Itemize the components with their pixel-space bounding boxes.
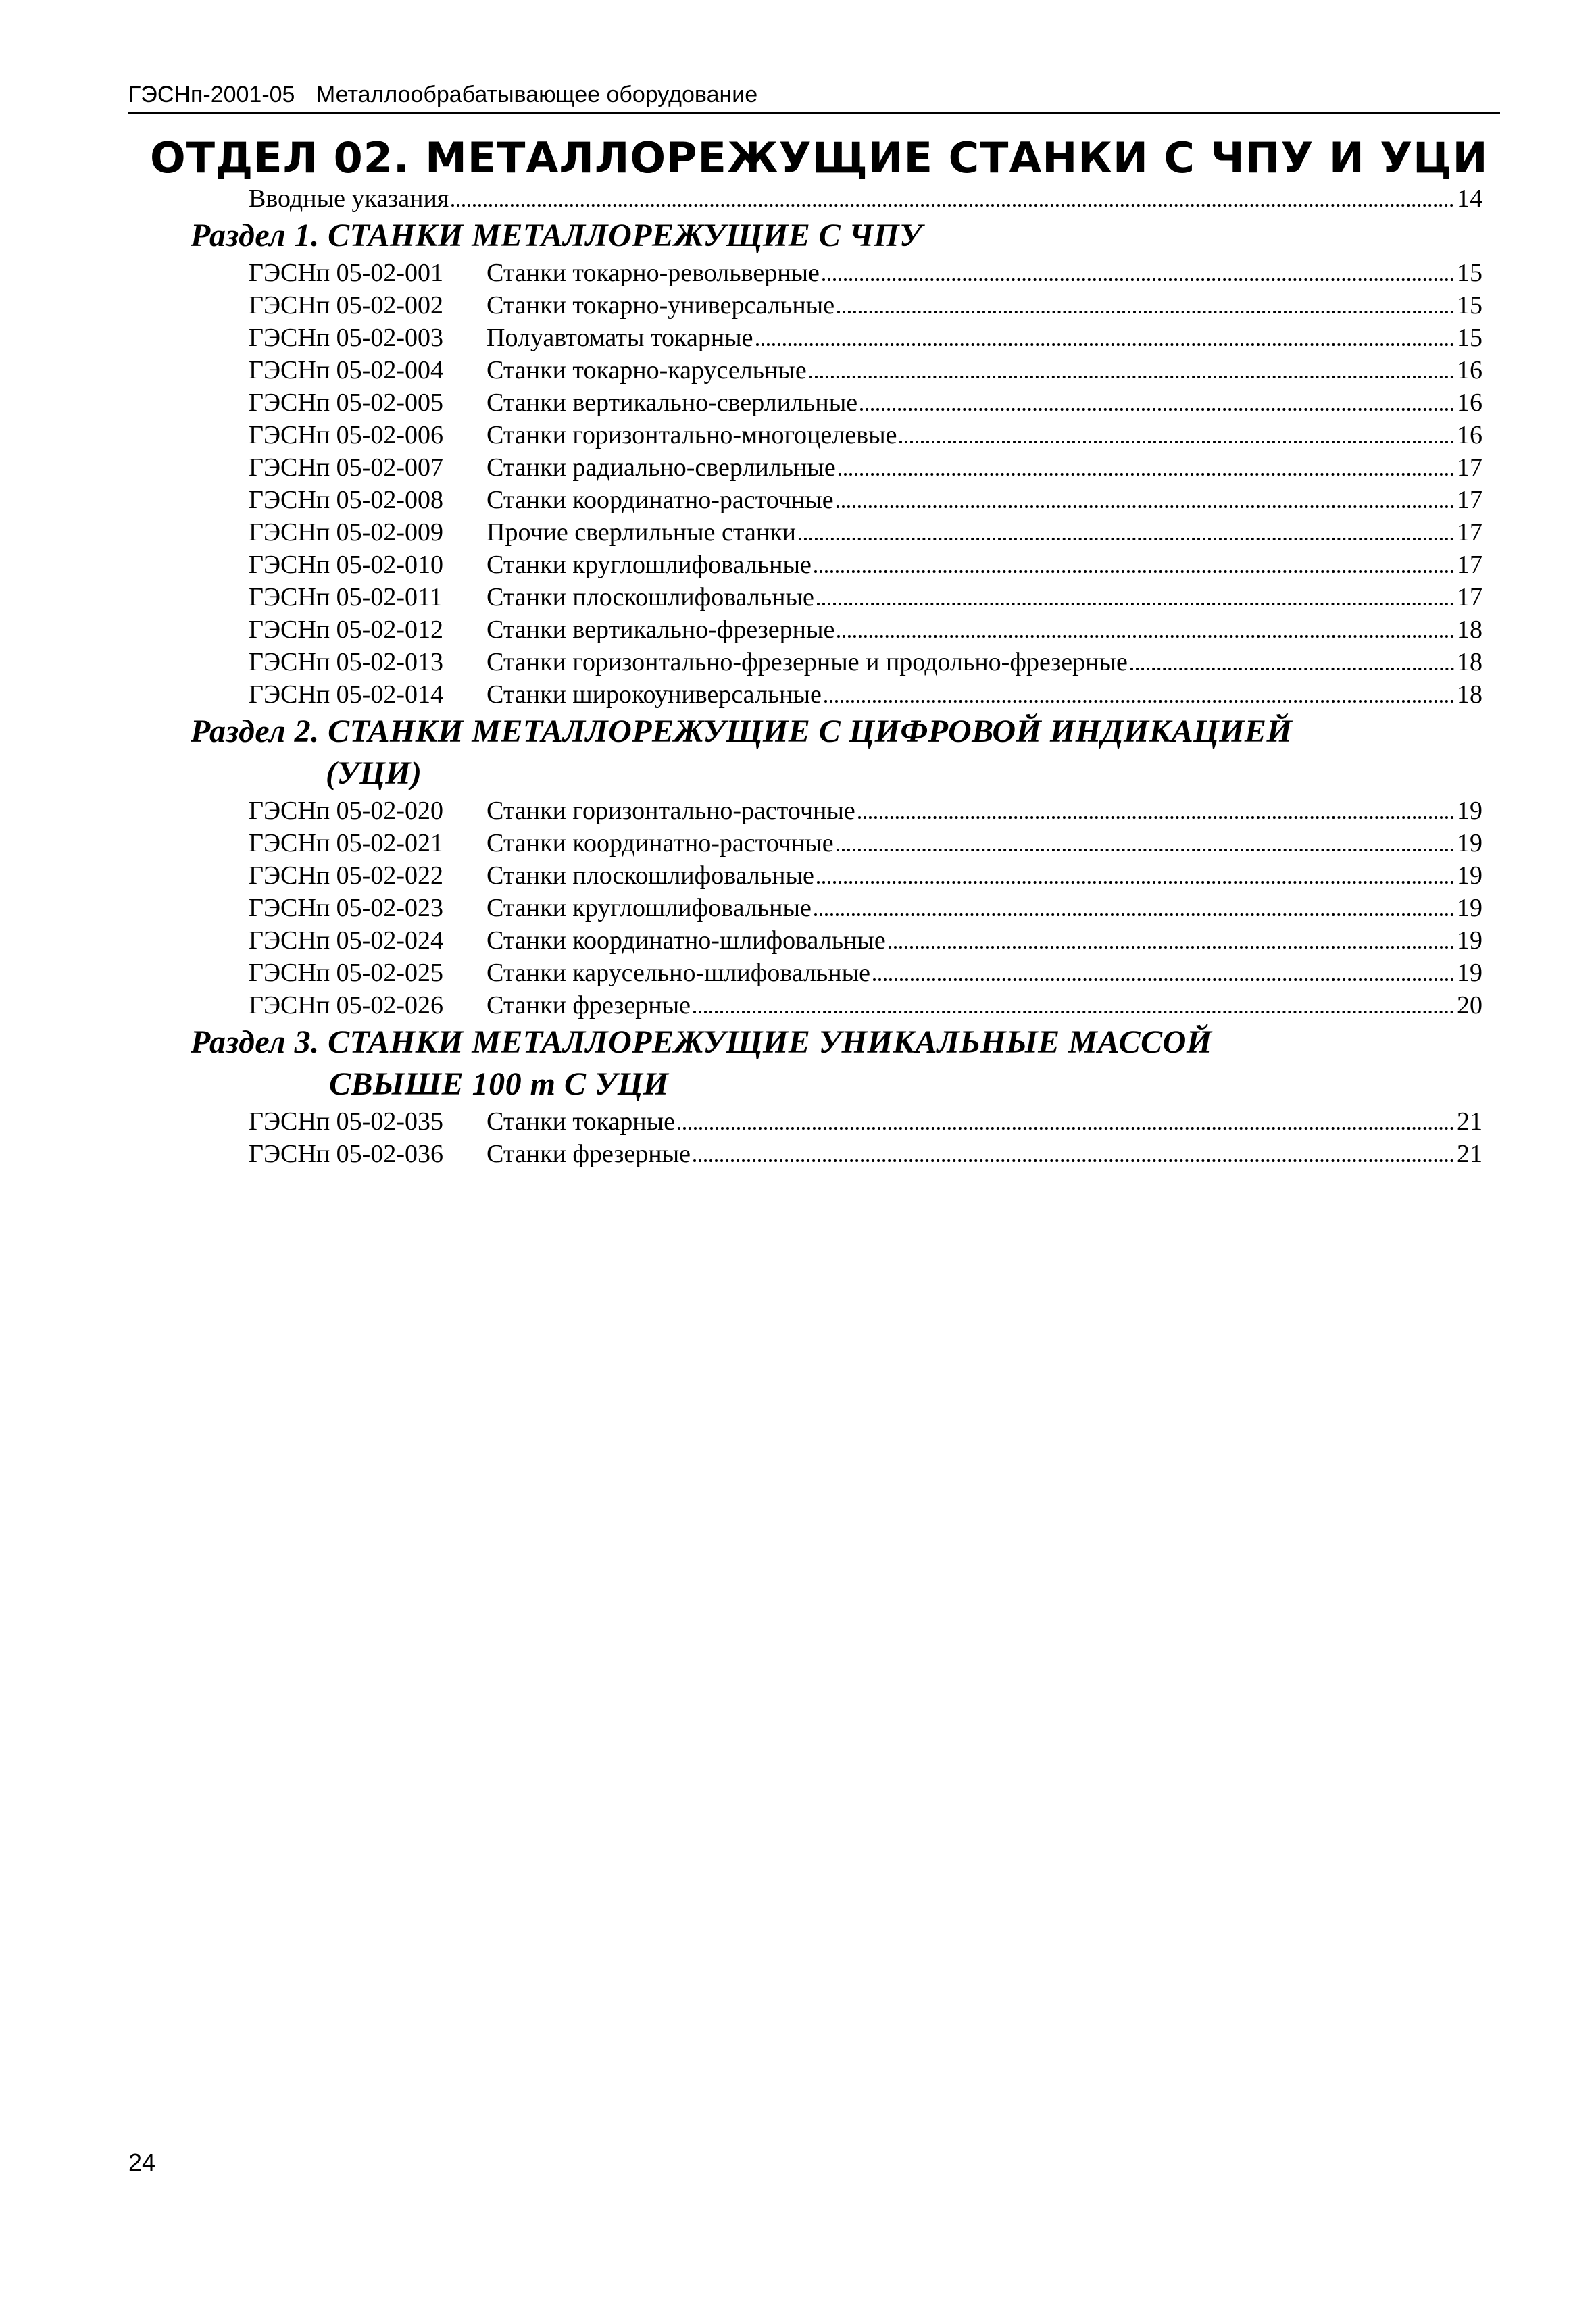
dot-leader (873, 958, 1454, 981)
toc-entry-code: ГЭСНп 05-02-024 (249, 926, 443, 955)
dot-leader (817, 582, 1454, 605)
toc-entry-title: Станки токарно-универсальные (487, 291, 835, 320)
dot-leader (822, 258, 1454, 281)
toc-leader (487, 322, 1482, 354)
toc-entry-row[interactable] (249, 419, 1482, 451)
toc-leader (487, 892, 1482, 924)
dot-leader (814, 893, 1454, 916)
toc-entry-row[interactable] (249, 859, 1482, 892)
dot-leader (814, 550, 1454, 573)
toc-entry-page: 21 (1457, 1107, 1482, 1136)
toc-entry-title: Станки фрезерные (487, 991, 691, 1020)
toc-entry-code: ГЭСНп 05-02-014 (249, 680, 443, 709)
toc-entry-row[interactable] (249, 484, 1482, 516)
toc-entry-row[interactable] (249, 1105, 1482, 1138)
toc-entry-code: ГЭСНп 05-02-005 (249, 388, 443, 417)
toc-entry-page: 17 (1457, 551, 1482, 579)
toc-leader (487, 795, 1482, 827)
toc-sections (0, 215, 1596, 1170)
toc-entry-title: Прочие сверлильные станки (487, 518, 796, 547)
dot-leader (756, 323, 1454, 346)
toc-entry-row[interactable] (249, 795, 1482, 827)
dot-leader (860, 388, 1454, 411)
toc-intro-page: 14 (1457, 184, 1482, 213)
toc-entry-row[interactable] (249, 257, 1482, 289)
toc-entry-code: ГЭСНп 05-02-013 (249, 648, 443, 676)
toc-leader (487, 516, 1482, 549)
toc-entry-row[interactable] (249, 678, 1482, 711)
section-heading-line2: СВЫШЕ 100 т С УЦИ (329, 1066, 669, 1102)
toc-entry-code: ГЭСНп 05-02-026 (249, 991, 443, 1020)
toc-entry-row[interactable] (249, 516, 1482, 549)
section-heading-line1: Раздел 1. СТАНКИ МЕТАЛЛОРЕЖУЩИЕ С ЧПУ (191, 218, 922, 253)
dot-leader (678, 1107, 1454, 1130)
toc-leader (487, 354, 1482, 386)
section-heading-line1: Раздел 2. СТАНКИ МЕТАЛЛОРЕЖУЩИЕ С ЦИФРОВОЙ ИНДИКАЦИЕЙ (191, 713, 1293, 749)
toc-entry-title: Станки координатно-расточные (487, 486, 834, 514)
toc-entry-code: ГЭСНп 05-02-012 (249, 615, 443, 644)
toc-entry-page: 16 (1457, 356, 1482, 384)
toc-entry-title: Станки круглошлифовальные (487, 894, 812, 922)
toc-entry-page: 20 (1457, 991, 1482, 1020)
toc-entry-row[interactable] (249, 354, 1482, 386)
toc-entry-page: 16 (1457, 421, 1482, 449)
toc-leader (487, 289, 1482, 322)
toc-entry-code: ГЭСНп 05-02-001 (249, 259, 443, 287)
toc-entry-code: ГЭСНп 05-02-025 (249, 959, 443, 987)
dot-leader (837, 615, 1454, 638)
page-number: 24 (128, 2148, 156, 2176)
toc-entry-code: ГЭСНп 05-02-011 (249, 583, 443, 611)
toc-entry-title: Станки круглошлифовальные (487, 551, 812, 579)
table-of-contents (0, 182, 1596, 1170)
department-title: ОТДЕЛ 02. МЕТАЛЛОРЕЖУЩИЕ СТАНКИ С ЧПУ И УЦИ (150, 133, 1489, 182)
toc-entry-page: 15 (1457, 291, 1482, 320)
toc-leader (487, 859, 1482, 892)
toc-leader (487, 1138, 1482, 1170)
toc-leader (487, 484, 1482, 516)
toc-intro-title: Вводные указания (249, 184, 449, 213)
dot-leader (899, 420, 1454, 443)
header-doc-title: Металлообрабатывающее оборудование (316, 82, 758, 107)
toc-entry-row[interactable] (249, 827, 1482, 859)
toc-leader (487, 827, 1482, 859)
toc-entry-row[interactable] (249, 289, 1482, 322)
toc-entry-code: ГЭСНп 05-02-036 (249, 1140, 443, 1168)
toc-leader (487, 581, 1482, 613)
toc-entry-title: Станки токарно-карусельные (487, 356, 807, 384)
dot-leader (451, 184, 1454, 207)
toc-entry-title: Станки координатно-шлифовальные (487, 926, 886, 955)
toc-entry-title: Станки токарно-револьверные (487, 259, 820, 287)
section-heading-line1: Раздел 3. СТАНКИ МЕТАЛЛОРЕЖУЩИЕ УНИКАЛЬНЫЕ МАССОЙ (191, 1024, 1212, 1060)
toc-leader (487, 386, 1482, 419)
toc-entry-title: Полуавтоматы токарные (487, 324, 753, 352)
toc-entry-code: ГЭСНп 05-02-023 (249, 894, 443, 922)
toc-entry-code: ГЭСНп 05-02-002 (249, 291, 443, 320)
toc-entry-row[interactable] (249, 989, 1482, 1022)
toc-leader (249, 182, 1482, 215)
toc-entry-page: 18 (1457, 648, 1482, 676)
toc-entry-title: Станки плоскошлифовальные (487, 861, 814, 890)
toc-leader (487, 1105, 1482, 1138)
toc-entry-row[interactable] (249, 892, 1482, 924)
toc-leader (487, 957, 1482, 989)
toc-entry-title: Станки вертикально-сверлильные (487, 388, 858, 417)
toc-section-heading[interactable] (191, 711, 1474, 795)
header-doc-code: ГЭСНп-2001-05 (128, 82, 295, 107)
toc-entry-code: ГЭСНп 05-02-008 (249, 486, 443, 514)
toc-entry-code: ГЭСНп 05-02-020 (249, 797, 443, 825)
dot-leader (837, 485, 1454, 508)
toc-leader (487, 419, 1482, 451)
toc-entry-page: 17 (1457, 583, 1482, 611)
dot-leader (809, 355, 1454, 378)
toc-entry-page: 18 (1457, 680, 1482, 709)
dot-leader (839, 453, 1454, 476)
toc-entry-code: ГЭСНп 05-02-021 (249, 829, 443, 857)
toc-entry-title: Станки карусельно-шлифовальные (487, 959, 870, 987)
toc-entry-row[interactable] (249, 924, 1482, 957)
dot-leader (889, 926, 1454, 949)
dot-leader (858, 796, 1454, 819)
toc-entry-code: ГЭСНп 05-02-035 (249, 1107, 443, 1136)
toc-entry-code: ГЭСНп 05-02-006 (249, 421, 443, 449)
toc-entry-title: Станки токарные (487, 1107, 676, 1136)
toc-entry-page: 15 (1457, 324, 1482, 352)
toc-leader (487, 549, 1482, 581)
toc-leader (487, 613, 1482, 646)
toc-entry-page: 17 (1457, 486, 1482, 514)
dot-leader (1130, 647, 1454, 670)
toc-entry-title: Станки плоскошлифовальные (487, 583, 814, 611)
toc-entry-row[interactable] (249, 581, 1482, 613)
toc-entry-title: Станки горизонтально-расточные (487, 797, 855, 825)
toc-leader (487, 989, 1482, 1022)
toc-entry-page: 16 (1457, 388, 1482, 417)
dot-leader (817, 861, 1454, 884)
toc-entry-page: 17 (1457, 518, 1482, 547)
dot-leader (837, 828, 1454, 851)
toc-entry-row[interactable] (249, 549, 1482, 581)
toc-entry-row[interactable] (249, 451, 1482, 484)
toc-leader (487, 451, 1482, 484)
toc-entry-row[interactable] (249, 613, 1482, 646)
toc-entry-page: 21 (1457, 1140, 1482, 1168)
toc-entry-title: Станки вертикально-фрезерные (487, 615, 835, 644)
section-heading-line2: (УЦИ) (326, 755, 422, 791)
toc-leader (487, 678, 1482, 711)
toc-leader (487, 646, 1482, 678)
dot-leader (799, 518, 1454, 540)
toc-entry-page: 19 (1457, 894, 1482, 922)
toc-entry-title: Станки радиально-сверлильные (487, 453, 836, 482)
toc-entry-title: Станки широкоуниверсальные (487, 680, 822, 709)
toc-entry-page: 19 (1457, 959, 1482, 987)
dot-leader (824, 680, 1454, 703)
toc-entry-code: ГЭСНп 05-02-003 (249, 324, 443, 352)
toc-entry-page: 15 (1457, 259, 1482, 287)
toc-section-heading[interactable] (191, 1022, 1474, 1105)
toc-entry-title: Станки фрезерные (487, 1140, 691, 1168)
toc-entry-code: ГЭСНп 05-02-009 (249, 518, 443, 547)
dot-leader (693, 990, 1454, 1013)
toc-intro-row[interactable] (249, 182, 1482, 215)
toc-entry-row[interactable] (249, 646, 1482, 678)
toc-entry-page: 19 (1457, 829, 1482, 857)
toc-entry-row[interactable] (249, 322, 1482, 354)
toc-entry-title: Станки горизонтально-фрезерные и продольно-фрезерные (487, 648, 1128, 676)
toc-entry-page: 19 (1457, 861, 1482, 890)
toc-entry-code: ГЭСНп 05-02-004 (249, 356, 443, 384)
toc-entry-row[interactable] (249, 1138, 1482, 1170)
toc-entry-page: 17 (1457, 453, 1482, 482)
toc-leader (487, 924, 1482, 957)
toc-entry-code: ГЭСНп 05-02-022 (249, 861, 443, 890)
toc-entry-page: 19 (1457, 797, 1482, 825)
toc-leader (487, 257, 1482, 289)
dot-leader (693, 1139, 1454, 1162)
toc-entry-page: 19 (1457, 926, 1482, 955)
toc-entry-row[interactable] (249, 957, 1482, 989)
running-header (128, 80, 1500, 114)
toc-entry-code: ГЭСНп 05-02-010 (249, 551, 443, 579)
toc-entry-page: 18 (1457, 615, 1482, 644)
toc-entry-code: ГЭСНп 05-02-007 (249, 453, 443, 482)
toc-entry-row[interactable] (249, 386, 1482, 419)
toc-entry-title: Станки горизонтально-многоцелевые (487, 421, 897, 449)
toc-section-heading[interactable] (191, 215, 1474, 257)
dot-leader (837, 291, 1454, 313)
toc-entry-title: Станки координатно-расточные (487, 829, 834, 857)
